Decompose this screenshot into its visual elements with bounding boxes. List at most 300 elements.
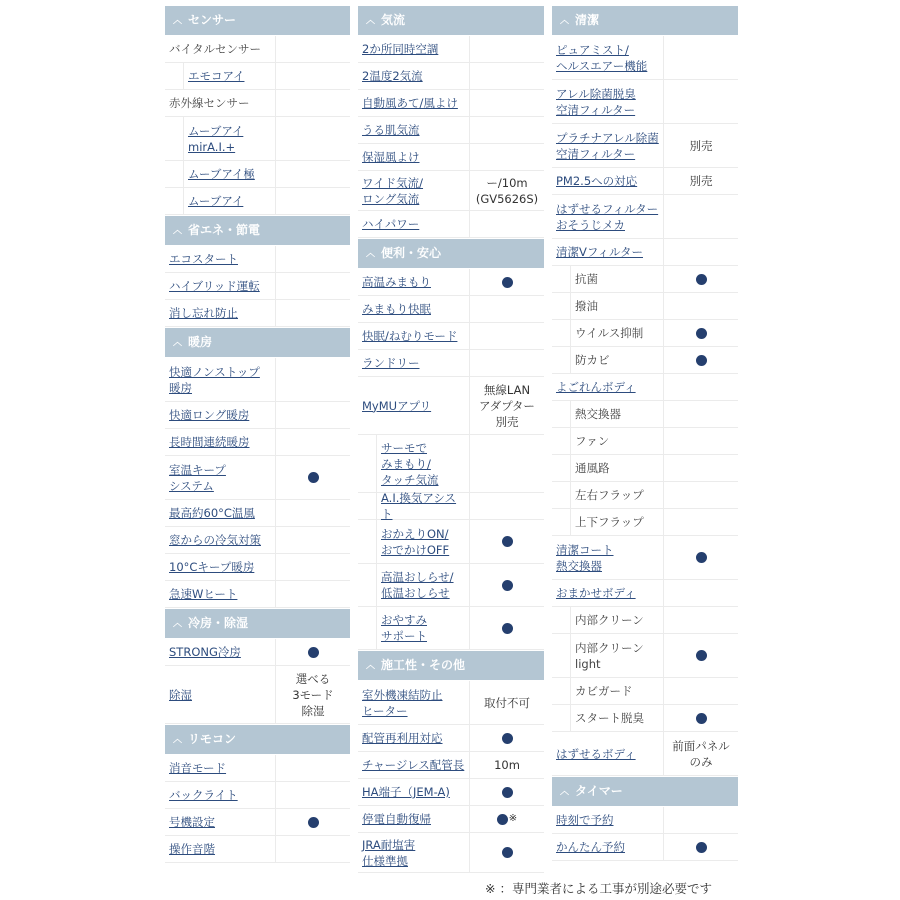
feature-value-cell [664, 320, 738, 346]
feature-value-cell [664, 374, 738, 400]
feature-row [552, 266, 738, 293]
section-header[interactable] [165, 6, 350, 35]
feature-name-cell [570, 401, 664, 427]
feature-name-cell [570, 509, 664, 535]
feature-link[interactable]: 配管再利用対応 [362, 731, 443, 745]
feature-name-cell [165, 90, 276, 116]
feature-name-cell [570, 705, 664, 731]
feature-row [165, 782, 350, 809]
feature-row [552, 634, 738, 678]
feature-value-cell [664, 347, 738, 373]
feature-link[interactable]: 窓からの冷気対策 [169, 533, 261, 547]
feature-link[interactable]: 時刻で予約 [556, 813, 614, 827]
feature-name-cell [376, 520, 470, 563]
section-header[interactable] [165, 609, 350, 638]
chevron-up-icon: ︿ [173, 619, 183, 629]
feature-value: ー/10m (GV5626S) [475, 175, 539, 206]
feature-value-cell [664, 401, 738, 427]
feature-row [358, 90, 544, 117]
feature-label: スタート脱臭 [575, 711, 644, 725]
feature-value-cell [276, 117, 350, 160]
feature-label: 防カビ [575, 353, 610, 367]
feature-name-cell [376, 435, 470, 492]
feature-link[interactable]: 高温おしらせ/ 低温おしらせ [381, 570, 454, 600]
supported-dot-icon [497, 814, 508, 825]
feature-value-cell [664, 36, 738, 79]
feature-value-cell [470, 779, 544, 805]
feature-label: 抗菌 [575, 272, 598, 286]
feature-name-cell [358, 296, 470, 322]
feature-value-cell [276, 639, 350, 665]
feature-row [358, 725, 544, 752]
feature-row [165, 581, 350, 608]
feature-row [165, 300, 350, 327]
feature-link[interactable]: サーモで みまもり/ タッチ気流 [381, 440, 439, 487]
feature-row [358, 779, 544, 806]
supported-dot-icon [502, 733, 513, 744]
feature-row [358, 564, 544, 607]
feature-row [358, 493, 544, 520]
feature-label: 撥油 [575, 299, 598, 313]
feature-row [358, 296, 544, 323]
section-header[interactable] [552, 6, 738, 35]
feature-value-cell [276, 36, 350, 62]
feature-label: 熱交換器 [575, 407, 621, 421]
feature-name-cell [570, 347, 664, 373]
supported-dot-icon [696, 328, 707, 339]
feature-value-cell [276, 500, 350, 526]
feature-value-cell [470, 144, 544, 170]
feature-value: 10m [494, 758, 520, 772]
feature-link[interactable]: HA端子（JEM-A) [362, 785, 450, 799]
feature-name-cell [358, 779, 470, 805]
feature-value-cell [276, 429, 350, 455]
feature-value-cell [664, 482, 738, 508]
feature-value-cell [664, 705, 738, 731]
supported-dot-icon [308, 647, 319, 658]
feature-value: 別売 [689, 174, 713, 188]
feature-row [165, 836, 350, 863]
feature-link[interactable]: STRONG冷房 [169, 645, 241, 659]
section-header[interactable] [165, 725, 350, 754]
feature-row [358, 350, 544, 377]
feature-link[interactable]: 操作音階 [169, 842, 215, 856]
feature-value: 選べる 3モード 除湿 [292, 671, 334, 718]
section-title: 暖房 [188, 335, 213, 349]
feature-link[interactable]: エコスタート [169, 252, 238, 266]
feature-name-cell [165, 246, 276, 272]
feature-link[interactable]: 10°Cキープ暖房 [169, 560, 255, 574]
section-title: 冷房・除湿 [188, 616, 249, 630]
feature-name-cell [358, 323, 470, 349]
chevron-up-icon: ︿ [366, 16, 376, 26]
chevron-up-icon: ︿ [173, 735, 183, 745]
feature-value-cell [276, 554, 350, 580]
feature-value-cell [276, 581, 350, 607]
feature-value-cell [664, 536, 738, 579]
feature-row [552, 401, 738, 428]
feature-link[interactable]: 消音モード [169, 761, 227, 775]
feature-column-2 [358, 5, 544, 873]
feature-value-cell [276, 836, 350, 862]
feature-link[interactable]: エモコアイ [188, 69, 245, 83]
feature-value-cell [664, 195, 738, 238]
feature-link[interactable]: 2温度2気流 [362, 69, 423, 83]
feature-value-cell [664, 168, 738, 194]
feature-value-cell [276, 456, 350, 499]
feature-name-cell [570, 266, 664, 292]
feature-row [165, 527, 350, 554]
feature-link[interactable]: 急速Wヒート [169, 587, 238, 601]
feature-name-cell [183, 63, 276, 89]
feature-link[interactable]: 長時間連続暖房 [169, 435, 250, 449]
feature-row [165, 456, 350, 500]
feature-row [358, 323, 544, 350]
feature-name-cell [570, 607, 664, 633]
supported-dot-icon [502, 847, 513, 858]
feature-row [358, 681, 544, 725]
feature-value-cell [276, 273, 350, 299]
feature-row [552, 455, 738, 482]
feature-column-1 [165, 5, 350, 863]
chevron-up-icon: ︿ [366, 661, 376, 671]
feature-link[interactable]: 消し忘れ防止 [169, 306, 238, 320]
section-header[interactable] [358, 6, 544, 35]
footnote: ※ ：専門業者による工事が別途必要です [485, 881, 712, 896]
feature-row [552, 168, 738, 195]
feature-value-cell [664, 834, 738, 860]
supported-dot-icon [696, 552, 707, 563]
feature-row [358, 117, 544, 144]
feature-link[interactable]: みまもり快眠 [362, 302, 431, 316]
feature-link[interactable]: 室温キープ システム [169, 462, 226, 493]
feature-link[interactable]: おやすみ サポート [381, 613, 427, 643]
supported-dot-icon [696, 274, 707, 285]
feature-value-cell [470, 171, 544, 210]
feature-value-cell [470, 63, 544, 89]
feature-link[interactable]: おかえりON/ おでかけOFF [381, 526, 450, 557]
feature-value-cell [470, 806, 544, 832]
feature-name-cell [165, 429, 276, 455]
feature-label: バイタルセンサー [169, 42, 261, 56]
feature-row [552, 536, 738, 580]
chevron-up-icon: ︿ [173, 338, 183, 348]
footnote-mark: ※ [508, 813, 518, 824]
feature-value-cell [276, 161, 350, 187]
feature-row [552, 607, 738, 634]
chevron-up-icon: ︿ [173, 16, 183, 26]
feature-value-cell [664, 807, 738, 833]
feature-name-cell [165, 273, 276, 299]
feature-row [358, 269, 544, 296]
feature-row [552, 509, 738, 536]
feature-row [165, 90, 350, 117]
feature-name-cell [165, 639, 276, 665]
feature-link[interactable]: チャージレス配管長 [362, 758, 465, 772]
feature-name-cell [165, 456, 276, 499]
feature-value-cell [664, 607, 738, 633]
feature-row [165, 161, 350, 188]
feature-row [165, 429, 350, 456]
feature-link[interactable]: PM2.5への対応 [556, 174, 638, 188]
feature-row [358, 806, 544, 833]
feature-row [552, 580, 738, 607]
feature-value-cell [276, 527, 350, 553]
feature-value-cell [470, 350, 544, 376]
feature-row [552, 482, 738, 509]
feature-link[interactable]: アレル除菌脱臭 空清フィルター [556, 86, 636, 117]
feature-link[interactable]: 快適ノンストップ 暖房 [169, 364, 260, 395]
supported-dot-icon [502, 623, 513, 634]
feature-value-cell [664, 293, 738, 319]
feature-label: 内部クリーン light [575, 640, 644, 671]
feature-name-cell [165, 300, 276, 326]
feature-value: 別売 [689, 138, 713, 153]
feature-value-cell [276, 666, 350, 723]
feature-row [165, 809, 350, 836]
feature-link[interactable]: 清潔Vフィルター [556, 245, 643, 259]
feature-name-cell [165, 554, 276, 580]
feature-row [552, 195, 738, 239]
feature-value-cell [276, 300, 350, 326]
feature-link[interactable]: ハイパワー [362, 217, 420, 231]
feature-row [358, 171, 544, 211]
chevron-up-icon: ︿ [173, 226, 183, 236]
feature-value-cell [664, 455, 738, 481]
feature-link[interactable]: ランドリー [362, 356, 420, 370]
feature-name-cell [376, 607, 470, 649]
supported-dot-icon [696, 355, 707, 366]
feature-row [552, 239, 738, 266]
feature-name-cell [165, 36, 276, 62]
feature-label: 赤外線センサー [169, 96, 250, 110]
feature-name-cell [358, 90, 470, 116]
feature-label: カビガード [575, 684, 633, 698]
feature-row [165, 117, 350, 161]
feature-link[interactable]: 室外機凍結防止 ヒーター [362, 687, 443, 718]
feature-link[interactable]: ムーブアイ [188, 194, 244, 208]
feature-link[interactable]: 快眠/ねむりモード [362, 329, 458, 343]
feature-link[interactable]: バックライト [169, 788, 238, 802]
feature-row [165, 358, 350, 402]
feature-link[interactable]: 除湿 [169, 687, 192, 702]
feature-name-cell [165, 666, 276, 723]
feature-value-cell [276, 755, 350, 781]
feature-row [552, 320, 738, 347]
feature-link[interactable]: 停電自動復帰 [362, 812, 431, 826]
feature-row [165, 273, 350, 300]
feature-link[interactable]: ハイブリッド運転 [169, 279, 260, 293]
feature-name-cell [570, 455, 664, 481]
feature-row [358, 833, 544, 873]
feature-link[interactable]: A.I.換気アシスト [381, 491, 457, 521]
feature-row [165, 639, 350, 666]
feature-row [358, 607, 544, 650]
feature-name-cell [552, 168, 664, 194]
feature-value-cell [470, 323, 544, 349]
feature-link[interactable]: 清潔コート 熱交換器 [556, 542, 614, 573]
feature-row [165, 402, 350, 429]
feature-row [552, 705, 738, 732]
feature-name-cell [358, 806, 470, 832]
feature-name-cell [552, 536, 664, 579]
feature-row [358, 520, 544, 564]
feature-value-cell [664, 124, 738, 167]
feature-value-cell [470, 493, 544, 519]
supported-dot-icon [502, 580, 513, 591]
feature-row [165, 500, 350, 527]
feature-row [552, 293, 738, 320]
feature-name-cell [165, 358, 276, 401]
feature-name-cell [552, 80, 664, 123]
feature-name-cell [570, 482, 664, 508]
feature-name-cell [552, 807, 664, 833]
feature-value-cell [470, 520, 544, 563]
feature-row [165, 188, 350, 215]
section-header[interactable] [358, 239, 544, 268]
feature-link[interactable]: ワイド気流/ ロング気流 [362, 175, 424, 206]
section-title: 施工性・その他 [381, 658, 466, 672]
feature-link[interactable]: MyMUアプリ [362, 398, 432, 413]
feature-link[interactable]: ムーブアイ極 [188, 167, 255, 181]
feature-name-cell [552, 732, 664, 775]
feature-value: 前面パネル のみ [672, 738, 730, 769]
feature-column-3 [552, 5, 738, 861]
feature-name-cell [358, 63, 470, 89]
feature-row [552, 36, 738, 80]
feature-row [165, 554, 350, 581]
feature-name-cell [570, 293, 664, 319]
feature-row [165, 755, 350, 782]
feature-name-cell [165, 836, 276, 862]
feature-value-cell [664, 239, 738, 265]
feature-name-cell [358, 144, 470, 170]
feature-value-cell [470, 36, 544, 62]
feature-name-cell [570, 428, 664, 454]
feature-link[interactable]: 自動風あて/風よけ [362, 96, 458, 110]
feature-value-cell [470, 435, 544, 492]
feature-row [358, 36, 544, 63]
feature-name-cell [358, 117, 470, 143]
supported-dot-icon [696, 842, 707, 853]
feature-value-cell [470, 681, 544, 724]
section-title: 省エネ・節電 [188, 223, 261, 237]
feature-link[interactable]: 保湿風よけ [362, 150, 420, 164]
feature-name-cell [165, 782, 276, 808]
feature-value-cell [276, 246, 350, 272]
feature-link[interactable]: ピュアミスト/ ヘルスエアー機能 [556, 42, 648, 73]
supported-dot-icon [696, 650, 707, 661]
feature-row [552, 374, 738, 401]
feature-link[interactable]: プラチナアレル除菌 空清フィルター [556, 130, 659, 161]
feature-link[interactable]: 快適ロング暖房 [169, 408, 250, 422]
section-title: センサー [188, 13, 237, 27]
feature-value-cell [276, 782, 350, 808]
feature-link[interactable]: かんたん予約 [556, 840, 625, 854]
feature-link[interactable]: 高温みまもり [362, 275, 431, 289]
feature-link[interactable]: はずせるボディ [556, 746, 636, 761]
feature-name-cell [552, 580, 664, 606]
feature-name-cell [552, 374, 664, 400]
feature-row [552, 678, 738, 705]
section-title: 便利・安心 [381, 246, 442, 260]
supported-dot-icon [308, 817, 319, 828]
feature-name-cell [183, 117, 276, 160]
feature-name-cell [358, 36, 470, 62]
feature-value-cell [664, 634, 738, 677]
feature-value-cell [470, 296, 544, 322]
feature-row [552, 834, 738, 861]
feature-link[interactable]: よごれんボディ [556, 380, 636, 394]
supported-dot-icon [696, 713, 707, 724]
feature-row [552, 124, 738, 168]
feature-name-cell [552, 124, 664, 167]
supported-dot-icon [502, 277, 513, 288]
section-header[interactable] [165, 328, 350, 357]
feature-link[interactable]: ムーブアイ mirA.I.+ [188, 123, 244, 154]
section-header[interactable] [358, 651, 544, 680]
feature-name-cell [358, 269, 470, 295]
feature-name-cell [358, 752, 470, 778]
feature-row [358, 435, 544, 493]
feature-value-cell [664, 732, 738, 775]
feature-label: 上下フラップ [575, 515, 644, 529]
feature-label: 内部クリーン [575, 613, 644, 627]
feature-name-cell [358, 725, 470, 751]
chevron-up-icon: ︿ [366, 249, 376, 259]
section-header[interactable] [552, 777, 738, 806]
feature-link[interactable]: JRA耐塩害 仕様準拠 [362, 837, 416, 868]
feature-link[interactable]: はずせるフィルター おそうじメカ [556, 201, 659, 232]
feature-value-cell [470, 607, 544, 649]
feature-value-cell [470, 211, 544, 237]
supported-dot-icon [502, 787, 513, 798]
feature-value-cell [470, 833, 544, 872]
section-title: 清潔 [575, 13, 600, 27]
feature-row [165, 666, 350, 724]
feature-value-cell [276, 809, 350, 835]
feature-name-cell [183, 188, 276, 214]
feature-value-cell [276, 358, 350, 401]
feature-row [552, 428, 738, 455]
section-header[interactable] [165, 216, 350, 245]
feature-name-cell [552, 834, 664, 860]
feature-label: 左右フラップ [575, 488, 644, 502]
feature-value-cell [276, 63, 350, 89]
feature-name-cell [358, 681, 470, 724]
feature-link[interactable]: 最高約60°C温風 [169, 506, 255, 520]
chevron-up-icon: ︿ [560, 787, 570, 797]
feature-label: 通風路 [575, 461, 610, 475]
feature-link[interactable]: 号機設定 [169, 815, 215, 829]
feature-row [552, 732, 738, 776]
feature-value-cell [276, 90, 350, 116]
feature-row [165, 36, 350, 63]
feature-value-cell [664, 509, 738, 535]
feature-name-cell [552, 239, 664, 265]
feature-value-cell [470, 752, 544, 778]
supported-dot-icon [502, 536, 513, 547]
feature-link[interactable]: おまかせボディ [556, 586, 636, 600]
feature-name-cell [358, 171, 470, 210]
feature-value-cell [470, 117, 544, 143]
feature-name-cell [183, 161, 276, 187]
feature-name-cell [376, 564, 470, 606]
feature-link[interactable]: うる肌気流 [362, 123, 420, 137]
feature-row [358, 211, 544, 238]
feature-link[interactable]: 2か所同時空調 [362, 42, 439, 56]
chevron-up-icon: ︿ [560, 16, 570, 26]
